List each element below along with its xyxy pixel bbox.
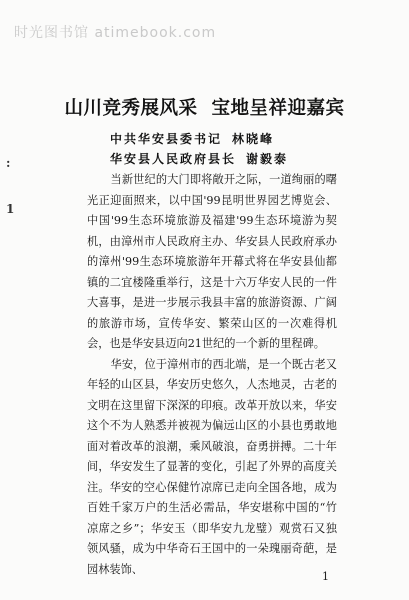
watermark: 时光图书馆 atimebook.com [14, 25, 217, 41]
author-role: 华安县人民政府县长 [110, 152, 237, 166]
margin-mark: 1 [6, 202, 15, 216]
article-body [87, 170, 337, 580]
title-part-1: 山川竞秀展风采 [64, 98, 198, 119]
paragraph: 华安，位于漳州市的西北端，是一个既古老又年轻的山区县，华安历史悠久，人杰地灵，古老的文明在这里留下深深的印痕。改革开放以来，华安这个不为人熟悉并被视为偏远山区的小县也勇敢地面对着改革的浪潮，乘风破浪，奋勇拼搏。二十年间，华安发生了显著的变化，引起了外界的高度关注。华安的空心保健竹凉席已走向全国各地，成为百姓千家万户的生活必需品，华安堪称中国的“竹凉席之乡”；华安玉（即华安九龙璧）观赏石又独领风骚，成为中华奇石王国中的一朵瑰丽奇葩，是园林装饰、 [87, 357, 337, 576]
paragraph: 当新世纪的大门即将敞开之际，一道绚丽的曙光正迎面照来，以中国'99昆明世界园艺博览会、中国'99生态环境旅游及福建'99生态环境游为契机，由漳州市人民政府主办、华安县人民政府承办的漳州'99生态环境旅游年开幕式将在华安县仙都镇的二宜楼隆重举行，这是十六万华安人民的一件大喜事，是进一步展示我县丰富的旅游资源、广阔的旅游市场，宣传华安、繁荣山区的一次难得机会，也是华安县迈向21世纪的一个新的里程碑。 [87, 173, 337, 350]
title-part-2: 宝地呈祥迎嘉宾 [211, 98, 345, 119]
page-number: 1 [322, 570, 329, 583]
author-line-2 [110, 150, 288, 167]
author-line-1 [110, 130, 274, 147]
author-name: 谢毅泰 [246, 152, 289, 166]
article-title [0, 94, 409, 120]
author-role: 中共华安县委书记 [110, 132, 223, 146]
author-name: 林晓峰 [232, 132, 275, 146]
margin-mark: : [6, 156, 11, 170]
